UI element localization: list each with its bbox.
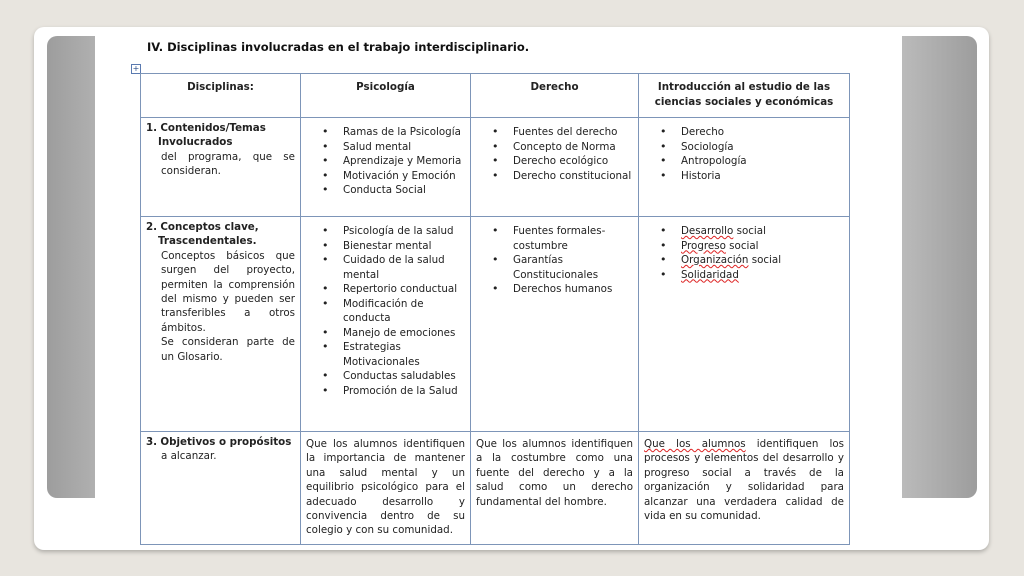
list-item: • Ramas de la Psicología [343, 125, 465, 140]
header-psicologia: Psicología [301, 74, 471, 118]
table-row [141, 118, 850, 217]
list-item: • Promoción de la Salud [343, 384, 465, 399]
list-item: • Historia [681, 169, 844, 184]
list-item: • Modificación de conducta [343, 297, 465, 326]
row-1-psicologia [301, 118, 471, 217]
row-2-psicologia [301, 217, 471, 432]
list-item: • Garantías Constitucionales [513, 253, 633, 282]
list-item: • Derecho constitucional [513, 169, 633, 184]
list-item: • Derecho [681, 125, 844, 140]
list-item: • Antropología [681, 154, 844, 169]
row-2-derecho [471, 217, 639, 432]
list-item: • Bienestar mental [343, 239, 465, 254]
row-description-2: Se consideran parte de un Glosario. [161, 336, 295, 363]
row-description: del programa, que se consideran. [161, 150, 295, 178]
list-item [681, 239, 844, 254]
row-1-heading [141, 118, 301, 217]
section-title: IV. Disciplinas involucradas en el trabajo interdisciplinario. [147, 40, 530, 54]
list-item: • Salud mental [343, 140, 465, 155]
table-row [141, 217, 850, 432]
objective-text: Que los alumnos identifiquen la importancia de mantener una salud mental y un equilibrio psicológico para el adecuado desarrollo y convivencia dentro de su colegio y con su comunidad. [306, 438, 465, 537]
list-item: • Fuentes del derecho [513, 125, 633, 140]
objective-text-rest: identifiquen los procesos y elementos del desarrollo y progreso social a través de la organización y solidaridad para alcanzar una verdadera calidad de vida en su comunidad. [644, 438, 844, 523]
list-item [681, 268, 844, 283]
row-title-line2: Trascendentales. [158, 235, 257, 248]
row-description: a alcanzar. [161, 450, 217, 463]
table-move-handle-icon[interactable]: + [132, 64, 140, 73]
list-item: • Conductas saludables [343, 369, 465, 384]
header-derecho: Derecho [471, 74, 639, 118]
spellcheck-word: Solidaridad [681, 268, 739, 281]
list-item: • Conducta Social [343, 183, 465, 198]
list-item: • Fuentes formales-costumbre [513, 224, 633, 253]
objective-text [644, 435, 844, 523]
list-item [681, 253, 844, 268]
list-item: • Derecho ecológico [513, 154, 633, 169]
list-item: • Motivación y Emoción [343, 169, 465, 184]
row-3-introduccion [639, 432, 850, 545]
row-1-derecho [471, 118, 639, 217]
list-item: • Derechos humanos [513, 282, 633, 297]
list-item: • Concepto de Norma [513, 140, 633, 155]
document-page [95, 28, 902, 546]
list-item: • Sociología [681, 140, 844, 155]
objective-text: Que los alumnos identifiquen a la costumbre como una fuente del derecho y a la salud como un derecho fundamental del hombre. [476, 438, 633, 508]
row-number: 1. [146, 122, 158, 134]
list-item [681, 224, 844, 239]
list-item: • Psicología de la salud [343, 224, 465, 239]
row-3-psicologia [301, 432, 471, 545]
row-title-line2: Involucrados [158, 136, 233, 149]
row-number: 2. [146, 221, 158, 233]
header-introduccion: Introducción al estudio de las ciencias sociales y económicas [639, 74, 850, 118]
list-item: • Manejo de emociones [343, 326, 465, 341]
row-description: Conceptos básicos que surgen del proyecto, permiten la comprensión del mismo y pueden ser transferibles a otros ámbitos. [161, 249, 295, 334]
row-2-heading [141, 217, 301, 432]
table-row [141, 432, 850, 545]
row-1-introduccion [639, 118, 850, 217]
item-rest: social [733, 225, 766, 237]
table-header-row [141, 74, 850, 118]
spellcheck-word: Progreso [681, 239, 726, 252]
spellcheck-word: Organización [681, 254, 749, 266]
list-item: • Repertorio conductual [343, 282, 465, 297]
row-title: Objetivos o propósitos [160, 436, 292, 448]
disciplines-table [140, 73, 850, 545]
item-rest: social [725, 239, 759, 252]
row-3-heading [141, 432, 301, 545]
list-item: • Cuidado de la salud mental [343, 253, 465, 282]
row-title: Contenidos/Temas [160, 122, 266, 134]
row-3-derecho [471, 432, 639, 545]
row-number: 3. [146, 436, 158, 448]
list-item: • Estrategias Motivacionales [343, 340, 465, 369]
list-item: • Aprendizaje y Memoria [343, 154, 465, 169]
spellcheck-word: Que los alumnos [644, 438, 746, 450]
item-rest: social [748, 254, 782, 266]
row-2-introduccion [639, 217, 850, 432]
header-disciplinas: Disciplinas: [141, 74, 301, 118]
row-title: Conceptos clave, [160, 221, 259, 233]
spellcheck-word: Desarrollo [681, 225, 734, 237]
